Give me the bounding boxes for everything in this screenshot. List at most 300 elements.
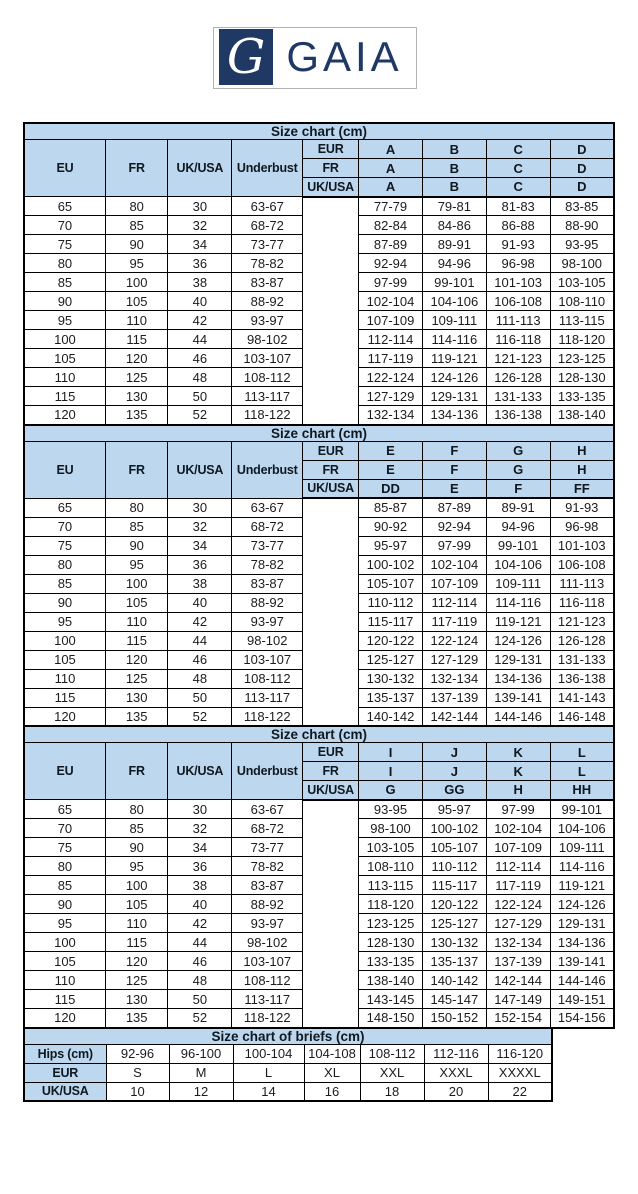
bra-size-chart-a-d [23, 122, 615, 426]
bust-range-cell: 137-139 [422, 688, 486, 707]
band-size-cell: 95 [105, 254, 168, 273]
bust-range-cell: 117-119 [422, 612, 486, 631]
cup-system-label: EUR [303, 140, 359, 159]
band-size-cell: 78-82 [232, 254, 303, 273]
band-size-cell: 105 [24, 952, 105, 971]
bust-range-cell: 107-109 [486, 838, 550, 857]
bust-range-cell: 144-146 [550, 971, 614, 990]
bust-range-cell: 154-156 [550, 1009, 614, 1028]
band-size-cell: 113-117 [232, 990, 303, 1009]
bust-range-cell: 109-111 [550, 838, 614, 857]
band-size-cell: 63-67 [232, 197, 303, 216]
row-header: EUR [24, 1063, 106, 1082]
cup-size-header: J [422, 762, 486, 781]
cup-size-header: E [359, 460, 423, 479]
band-size-cell: 120 [24, 1009, 105, 1028]
bust-range-cell: 102-104 [422, 555, 486, 574]
bust-range-cell: 114-116 [486, 593, 550, 612]
bust-range-cell: 130-132 [359, 669, 423, 688]
bust-range-cell: 135-137 [422, 952, 486, 971]
bust-range-cell: 87-89 [422, 498, 486, 517]
band-size-cell: 52 [168, 1009, 232, 1028]
band-size-cell: 93-97 [232, 311, 303, 330]
band-size-cell: 95 [105, 555, 168, 574]
cup-size-header: B [422, 178, 486, 197]
band-size-cell: 68-72 [232, 216, 303, 235]
band-size-cell: 100 [105, 273, 168, 292]
cup-size-header: C [486, 178, 550, 197]
table-row [24, 1082, 552, 1101]
cup-size-header: FF [550, 479, 614, 498]
band-size-cell: 98-102 [232, 330, 303, 349]
band-size-cell: 42 [168, 612, 232, 631]
bust-range-cell: 99-101 [422, 273, 486, 292]
bust-range-cell: 132-134 [359, 406, 423, 425]
table-row [24, 498, 614, 517]
bust-range-cell: 97-99 [486, 800, 550, 819]
band-size-cell: 70 [24, 819, 105, 838]
logo-monogram-icon [219, 29, 273, 85]
bust-range-cell: 117-119 [486, 876, 550, 895]
briefs-size-cell: XXXXL [488, 1063, 552, 1082]
bust-range-cell: 81-83 [486, 197, 550, 216]
bust-range-cell: 93-95 [359, 800, 423, 819]
cup-size-header: D [550, 159, 614, 178]
band-size-cell: 130 [105, 990, 168, 1009]
bust-range-cell: 135-137 [359, 688, 423, 707]
bust-range-cell: 115-117 [422, 876, 486, 895]
band-size-cell: 50 [168, 688, 232, 707]
bust-range-cell: 106-108 [486, 292, 550, 311]
cup-size-header: L [550, 762, 614, 781]
band-size-cell: 110 [24, 368, 105, 387]
band-size-cell: 85 [24, 574, 105, 593]
cup-size-header: I [359, 762, 423, 781]
band-size-cell: 32 [168, 517, 232, 536]
chart-title: Size chart (cm) [24, 425, 614, 442]
band-size-cell: 135 [105, 707, 168, 726]
bust-range-cell: 86-88 [486, 216, 550, 235]
bust-range-cell: 129-131 [422, 387, 486, 406]
band-size-cell: 90 [105, 235, 168, 254]
band-size-cell: 34 [168, 838, 232, 857]
bust-range-cell: 122-124 [486, 895, 550, 914]
band-size-cell: 125 [105, 669, 168, 688]
bust-range-cell: 121-123 [550, 612, 614, 631]
cup-size-header: C [486, 140, 550, 159]
bust-range-cell: 125-127 [422, 914, 486, 933]
band-size-cell: 110 [105, 914, 168, 933]
bust-range-cell: 107-109 [359, 311, 423, 330]
cup-size-header: A [359, 159, 423, 178]
bust-range-cell: 116-118 [486, 330, 550, 349]
chart-title: Size chart (cm) [24, 726, 614, 743]
bust-range-cell: 107-109 [422, 574, 486, 593]
size-charts-container [23, 122, 615, 1102]
table-row [24, 197, 614, 216]
bust-range-cell: 97-99 [422, 536, 486, 555]
band-size-cell: 38 [168, 574, 232, 593]
briefs-size-cell: M [169, 1063, 233, 1082]
band-size-cell: 105 [105, 895, 168, 914]
briefs-size-cell: 20 [424, 1082, 488, 1101]
bust-range-cell: 100-102 [359, 555, 423, 574]
band-size-cell: 80 [105, 800, 168, 819]
band-size-cell: 95 [24, 612, 105, 631]
band-size-cell: 52 [168, 406, 232, 425]
bust-range-cell: 150-152 [422, 1009, 486, 1028]
cup-size-header: F [422, 441, 486, 460]
band-size-cell: 115 [105, 933, 168, 952]
column-header: UK/USA [168, 441, 232, 498]
briefs-size-cell: 16 [304, 1082, 360, 1101]
column-header: UK/USA [168, 743, 232, 800]
band-size-cell: 50 [168, 990, 232, 1009]
bust-range-cell: 131-133 [486, 387, 550, 406]
bust-range-cell: 126-128 [550, 631, 614, 650]
band-size-cell: 108-112 [232, 669, 303, 688]
band-size-cell: 125 [105, 971, 168, 990]
band-size-cell: 75 [24, 536, 105, 555]
cup-size-header: H [486, 781, 550, 800]
band-size-cell: 65 [24, 498, 105, 517]
bust-range-cell: 145-147 [422, 990, 486, 1009]
bust-range-cell: 127-129 [486, 914, 550, 933]
column-header: Underbust [232, 743, 303, 800]
band-size-cell: 118-122 [232, 707, 303, 726]
cup-size-header: G [486, 460, 550, 479]
briefs-size-cell: 100-104 [233, 1044, 304, 1063]
bust-range-cell: 99-101 [550, 800, 614, 819]
band-size-cell: 38 [168, 273, 232, 292]
band-size-cell: 34 [168, 235, 232, 254]
bust-range-cell: 114-116 [550, 857, 614, 876]
bust-range-cell: 124-126 [422, 368, 486, 387]
cup-size-header: DD [359, 479, 423, 498]
bust-range-cell: 124-126 [486, 631, 550, 650]
bust-range-cell: 119-121 [422, 349, 486, 368]
band-size-cell: 113-117 [232, 387, 303, 406]
cup-system-label: FR [303, 460, 359, 479]
cup-size-header: F [422, 460, 486, 479]
band-size-cell: 34 [168, 536, 232, 555]
cup-size-header: G [359, 781, 423, 800]
bust-range-cell: 108-110 [550, 292, 614, 311]
bust-range-cell: 136-138 [486, 406, 550, 425]
band-size-cell: 90 [24, 895, 105, 914]
logo-monogram-letter: G [226, 29, 266, 85]
band-size-cell: 85 [24, 273, 105, 292]
bust-range-cell: 122-124 [422, 631, 486, 650]
cup-size-header: A [359, 178, 423, 197]
band-size-cell: 110 [24, 669, 105, 688]
cup-size-header: D [550, 178, 614, 197]
cup-size-header: A [359, 140, 423, 159]
band-size-cell: 95 [24, 311, 105, 330]
bust-range-cell: 103-105 [550, 273, 614, 292]
bust-range-cell: 128-130 [359, 933, 423, 952]
bust-range-cell: 91-93 [486, 235, 550, 254]
cup-system-label: FR [303, 762, 359, 781]
bust-range-cell: 84-86 [422, 216, 486, 235]
band-size-cell: 110 [105, 311, 168, 330]
band-size-cell: 46 [168, 349, 232, 368]
bust-range-cell: 110-112 [359, 593, 423, 612]
band-size-cell: 85 [24, 876, 105, 895]
briefs-size-cell: 18 [360, 1082, 424, 1101]
bust-range-cell: 82-84 [359, 216, 423, 235]
band-size-cell: 105 [105, 593, 168, 612]
bust-range-cell: 129-131 [486, 650, 550, 669]
chart-title-row [24, 123, 614, 140]
briefs-size-chart [23, 1027, 553, 1103]
cup-size-header: G [486, 441, 550, 460]
bust-range-cell: 105-107 [359, 574, 423, 593]
band-size-cell: 80 [105, 197, 168, 216]
band-size-cell: 70 [24, 517, 105, 536]
band-size-cell: 83-87 [232, 574, 303, 593]
bust-range-cell: 114-116 [422, 330, 486, 349]
band-size-cell: 80 [105, 498, 168, 517]
column-header: FR [105, 441, 168, 498]
briefs-size-cell: 10 [106, 1082, 169, 1101]
bust-range-cell: 130-132 [422, 933, 486, 952]
bust-range-cell: 87-89 [359, 235, 423, 254]
band-size-cell: 90 [24, 593, 105, 612]
band-size-cell: 115 [24, 688, 105, 707]
band-size-cell: 78-82 [232, 857, 303, 876]
bust-range-cell: 121-123 [486, 349, 550, 368]
bust-range-cell: 127-129 [422, 650, 486, 669]
band-size-cell: 30 [168, 800, 232, 819]
bust-range-cell: 94-96 [486, 517, 550, 536]
band-size-cell: 98-102 [232, 933, 303, 952]
bust-range-cell: 95-97 [422, 800, 486, 819]
band-size-cell: 50 [168, 387, 232, 406]
bust-range-cell: 102-104 [359, 292, 423, 311]
band-size-cell: 46 [168, 952, 232, 971]
band-size-cell: 85 [105, 517, 168, 536]
bust-range-cell: 89-91 [486, 498, 550, 517]
band-size-cell: 70 [24, 216, 105, 235]
bust-range-cell: 115-117 [359, 612, 423, 631]
chart-title: Size chart (cm) [24, 123, 614, 140]
chart-title-row [24, 425, 614, 442]
bust-range-cell: 143-145 [359, 990, 423, 1009]
bust-range-cell: 134-136 [486, 669, 550, 688]
band-size-cell: 110 [105, 612, 168, 631]
bust-range-cell: 111-113 [550, 574, 614, 593]
band-size-cell: 100 [24, 933, 105, 952]
bust-range-cell: 144-146 [486, 707, 550, 726]
bust-range-cell: 133-135 [550, 387, 614, 406]
band-size-cell: 36 [168, 857, 232, 876]
bust-range-cell: 98-100 [359, 819, 423, 838]
column-header: Underbust [232, 140, 303, 197]
bust-range-cell: 112-114 [486, 857, 550, 876]
band-size-cell: 120 [105, 349, 168, 368]
cup-size-header: D [550, 140, 614, 159]
briefs-size-cell: 116-120 [488, 1044, 552, 1063]
band-size-cell: 115 [105, 631, 168, 650]
bust-range-cell: 138-140 [359, 971, 423, 990]
briefs-size-cell: 12 [169, 1082, 233, 1101]
cup-size-header: E [422, 479, 486, 498]
chart-title-row [24, 1028, 552, 1045]
cup-size-header: H [550, 460, 614, 479]
cup-size-header: E [359, 441, 423, 460]
bust-range-cell: 119-121 [486, 612, 550, 631]
cup-header-row [24, 441, 614, 460]
band-size-cell: 73-77 [232, 536, 303, 555]
band-size-cell: 105 [24, 349, 105, 368]
band-size-cell: 80 [24, 857, 105, 876]
bust-range-cell: 141-143 [550, 688, 614, 707]
band-size-cell: 63-67 [232, 498, 303, 517]
bust-range-cell: 104-106 [486, 555, 550, 574]
bust-range-cell: 97-99 [359, 273, 423, 292]
band-size-cell: 80 [24, 254, 105, 273]
band-size-cell: 48 [168, 669, 232, 688]
briefs-size-cell: 112-116 [424, 1044, 488, 1063]
band-size-cell: 118-122 [232, 1009, 303, 1028]
bust-range-cell: 118-120 [359, 895, 423, 914]
column-header: Underbust [232, 441, 303, 498]
band-size-cell: 105 [24, 650, 105, 669]
cup-size-header: F [486, 479, 550, 498]
band-size-cell: 108-112 [232, 368, 303, 387]
cup-size-header: B [422, 140, 486, 159]
band-size-cell: 95 [105, 857, 168, 876]
bust-range-cell: 139-141 [486, 688, 550, 707]
bust-range-cell: 132-134 [422, 669, 486, 688]
bust-range-cell: 131-133 [550, 650, 614, 669]
bust-range-cell: 120-122 [359, 631, 423, 650]
bust-range-cell: 126-128 [486, 368, 550, 387]
band-size-cell: 73-77 [232, 838, 303, 857]
bust-range-cell: 128-130 [550, 368, 614, 387]
band-size-cell: 88-92 [232, 292, 303, 311]
bust-range-cell: 91-93 [550, 498, 614, 517]
bust-range-cell: 125-127 [359, 650, 423, 669]
briefs-size-cell: 14 [233, 1082, 304, 1101]
bust-range-cell: 142-144 [486, 971, 550, 990]
band-size-cell: 105 [105, 292, 168, 311]
bust-range-cell: 142-144 [422, 707, 486, 726]
band-size-cell: 80 [24, 555, 105, 574]
band-size-cell: 40 [168, 895, 232, 914]
bust-range-cell: 113-115 [550, 311, 614, 330]
bust-range-cell: 109-111 [486, 574, 550, 593]
cup-system-label: UK/USA [303, 781, 359, 800]
cup-system-label: EUR [303, 743, 359, 762]
cup-system-label: EUR [303, 441, 359, 460]
cup-size-header: GG [422, 781, 486, 800]
bust-range-cell: 140-142 [422, 971, 486, 990]
band-size-cell: 108-112 [232, 971, 303, 990]
column-header: FR [105, 140, 168, 197]
band-size-cell: 68-72 [232, 517, 303, 536]
bust-range-cell: 104-106 [422, 292, 486, 311]
band-size-cell: 93-97 [232, 914, 303, 933]
bust-range-cell: 93-95 [550, 235, 614, 254]
briefs-size-cell: XXXL [424, 1063, 488, 1082]
bust-range-cell: 112-114 [422, 593, 486, 612]
bust-range-cell: 85-87 [359, 498, 423, 517]
briefs-size-cell: 108-112 [360, 1044, 424, 1063]
bust-range-cell: 134-136 [422, 406, 486, 425]
bust-range-cell: 123-125 [359, 914, 423, 933]
table-row [24, 800, 614, 819]
bust-range-cell: 83-85 [550, 197, 614, 216]
cup-size-header: H [550, 441, 614, 460]
bust-range-cell: 136-138 [550, 669, 614, 688]
band-size-cell: 110 [24, 971, 105, 990]
band-size-cell: 63-67 [232, 800, 303, 819]
cup-header-row [24, 140, 614, 159]
bust-range-cell: 119-121 [550, 876, 614, 895]
bust-range-cell: 111-113 [486, 311, 550, 330]
bust-range-cell: 90-92 [359, 517, 423, 536]
briefs-size-cell: XXL [360, 1063, 424, 1082]
bust-range-cell: 146-148 [550, 707, 614, 726]
bust-range-cell: 92-94 [422, 517, 486, 536]
cup-system-label: FR [303, 159, 359, 178]
briefs-size-cell: L [233, 1063, 304, 1082]
cup-system-label: UK/USA [303, 479, 359, 498]
bust-range-cell: 102-104 [486, 819, 550, 838]
band-size-cell: 30 [168, 498, 232, 517]
column-header: UK/USA [168, 140, 232, 197]
band-size-cell: 85 [105, 819, 168, 838]
bust-range-cell: 106-108 [550, 555, 614, 574]
cup-size-header: K [486, 743, 550, 762]
band-size-cell: 103-107 [232, 952, 303, 971]
table-row [24, 1044, 552, 1063]
spacer-cell [303, 800, 359, 1028]
bust-range-cell: 132-134 [486, 933, 550, 952]
bust-range-cell: 152-154 [486, 1009, 550, 1028]
band-size-cell: 44 [168, 933, 232, 952]
column-header: EU [24, 441, 105, 498]
briefs-size-cell: 96-100 [169, 1044, 233, 1063]
band-size-cell: 130 [105, 387, 168, 406]
band-size-cell: 48 [168, 971, 232, 990]
bust-range-cell: 96-98 [486, 254, 550, 273]
bust-range-cell: 88-90 [550, 216, 614, 235]
bust-range-cell: 137-139 [486, 952, 550, 971]
brand-logo [213, 27, 417, 89]
band-size-cell: 130 [105, 688, 168, 707]
briefs-size-cell: S [106, 1063, 169, 1082]
band-size-cell: 120 [24, 406, 105, 425]
band-size-cell: 115 [24, 990, 105, 1009]
chart-title: Size chart of briefs (cm) [24, 1028, 552, 1045]
band-size-cell: 73-77 [232, 235, 303, 254]
band-size-cell: 75 [24, 235, 105, 254]
band-size-cell: 90 [105, 838, 168, 857]
bust-range-cell: 129-131 [550, 914, 614, 933]
bust-range-cell: 99-101 [486, 536, 550, 555]
bust-range-cell: 94-96 [422, 254, 486, 273]
briefs-size-cell: 22 [488, 1082, 552, 1101]
band-size-cell: 135 [105, 406, 168, 425]
band-size-cell: 30 [168, 197, 232, 216]
band-size-cell: 83-87 [232, 876, 303, 895]
bust-range-cell: 113-115 [359, 876, 423, 895]
band-size-cell: 90 [105, 536, 168, 555]
bust-range-cell: 89-91 [422, 235, 486, 254]
